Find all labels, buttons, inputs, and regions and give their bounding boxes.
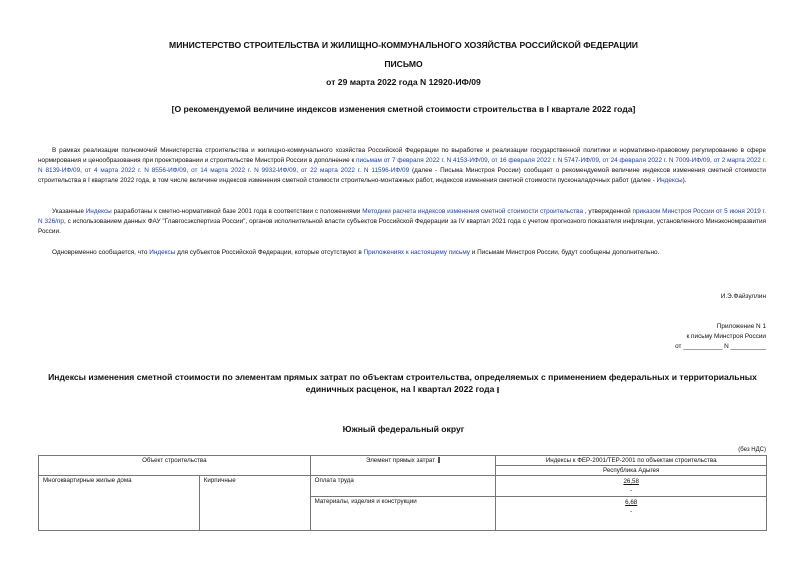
marker-icon xyxy=(497,387,499,393)
vat-note: (без НДС) xyxy=(738,447,766,453)
material-cell: Кирпичные xyxy=(199,476,310,531)
order-link[interactable]: приказом Минстроя России от 5 июня 2019 г. N 326/пр xyxy=(38,208,766,225)
signature: И.Э.Файзуллин xyxy=(720,293,766,300)
object-cell: Многоквартирные жилые дома xyxy=(39,476,200,531)
appendix-header xyxy=(675,322,766,352)
letter-link[interactable]: от 22 марта 2022 г. N 11596-ИФ/09 xyxy=(300,167,410,174)
appendix-reference: к письму Минстроя России xyxy=(686,333,766,340)
element-cell: Материалы, изделия и конструкции xyxy=(310,497,496,531)
table-row xyxy=(39,476,767,497)
header-index: Индексы к ФЕР-2001/ТЕР-2001 по объектам строительства xyxy=(496,456,767,466)
element-cell: Оплата труда xyxy=(310,476,496,497)
federal-district: Южный федеральный округ xyxy=(342,424,465,434)
letter-link[interactable]: от 2 марта 2022 г. N 8139-ИФ/09 xyxy=(38,157,766,174)
table-title: Индексы изменения сметной стоимости по элементам прямых затрат по объектам строительства, определяемых с применением федеральных и территориальных единичных расценок, на I квартал 2022 года xyxy=(48,372,757,394)
letter-link[interactable]: от 14 марта 2022 г. N 9932-ИФ/09 xyxy=(191,167,297,174)
header-element: Элемент прямых затрат xyxy=(310,456,496,476)
indexes-link[interactable]: Индексы xyxy=(85,208,112,215)
appendix-date-number: от ___________ N __________ xyxy=(675,343,766,350)
indexes-link[interactable]: Индексы xyxy=(656,177,683,184)
index-value-cell: 6,68 - xyxy=(496,497,767,531)
document-date-number: от 29 марта 2022 года N 12920-ИФ/09 xyxy=(326,77,481,87)
letter-link[interactable]: от 4 марта 2022 г. N 8556-ИФ/09 xyxy=(84,167,187,174)
ministry-name: МИНИСТЕРСТВО СТРОИТЕЛЬСТВА И ЖИЛИЩНО-КОММУНАЛЬНОГО ХОЗЯЙСТВА РОССИЙСКОЙ ФЕДЕРАЦИИ xyxy=(169,40,638,50)
appendices-link[interactable]: Приложениях к настоящему письму xyxy=(363,249,470,256)
marker-icon xyxy=(438,457,440,463)
index-value-cell: 26,58 - xyxy=(496,476,767,497)
document-type: ПИСЬМО xyxy=(384,59,423,69)
document-subject: [О рекомендуемой величине индексов изменения сметной стоимости строительства в I квартале 2022 года] xyxy=(171,104,636,114)
indexes-link[interactable]: Индексы xyxy=(149,249,176,256)
letter-link[interactable]: от 24 февраля 2022 г. N 7009-ИФ/09 xyxy=(602,157,711,164)
header-object: Объект строительства xyxy=(39,456,311,476)
table-header-row xyxy=(39,456,767,466)
paragraph-1: В рамках реализации полномочий Министерства строительства и жилищно-коммунального хозяйства Российской Федерации по выработке и реализации государственной политики и нормативно-правовому регулированию в сфере нормирования и ценообразования при проектировании и строительстве Минстрой России в дополнение к письмам от 7 февраля 2022 г. N 4153-ИФ/09, от 16 февраля 2022 г. N 5747-ИФ/09, от 24 февраля 2022 г. N 7009-ИФ/09, от 2 марта 2022 г. N 8139-ИФ/09, от 4 марта 2022 г. N 8556-ИФ/09, от 14 марта 2022 г. N 9932-ИФ/09, от 22 марта 2022 г. N 11596-ИФ/09 (далее - Письма Минстроя России) сообщает о рекомендуемой величине индексов изменения сметной стоимости строительства в I квартале 2022 года, в том числе величине индексов изменения сметной стоимости строительно-монтажных работ, индексов изменения сметной стоимости пусконаладочных работ (далее - Индексы). xyxy=(38,147,766,184)
paragraph-2: Указанные Индексы разработаны к сметно-нормативной базе 2001 года в соответствии с положениями Методики расчета индексов изменения сметной стоимости строительства , утвержденной приказом Минстроя России от 5 июня 2019 г. N 326/пр, с использованием данных ФАУ "Главгосэкспертиза России", органов исполнительной власти субъектов Российской Федерации за IV квартал 2021 года с учетом прогнозного показателя инфляции, установленного Минэкономразвития России. xyxy=(38,208,767,235)
methodology-link[interactable]: Методики расчета индексов изменения сметной стоимости строительства xyxy=(362,208,583,215)
header-region: Республика Адыгея xyxy=(496,466,767,476)
letter-link[interactable]: от 16 февраля 2022 г. N 5747-ИФ/09 xyxy=(491,157,599,164)
index-table xyxy=(38,455,767,531)
paragraph-3: Одновременно сообщается, что Индексы для субъектов Российской Федерации, которые отсутствуют в Приложениях к настоящему письму и Письмам Минстроя России, будут сообщены дополнительно. xyxy=(52,249,660,256)
appendix-number: Приложение N 1 xyxy=(716,323,766,330)
letter-link[interactable]: письмам от 7 февраля 2022 г. N 4153-ИФ/09 xyxy=(356,157,488,164)
